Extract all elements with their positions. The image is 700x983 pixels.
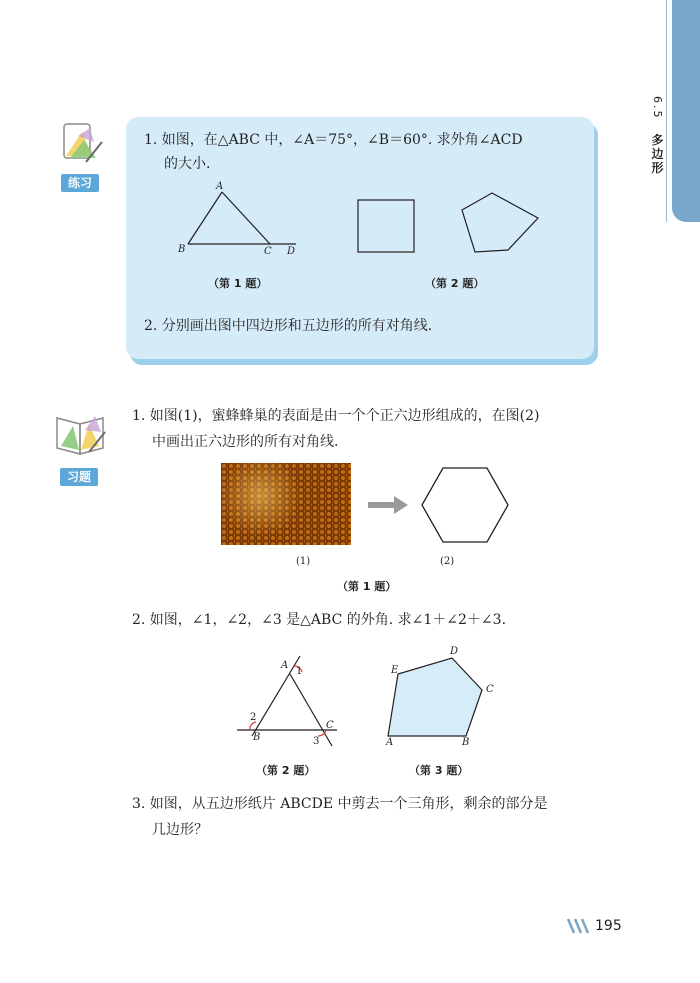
hexagon-figure (420, 466, 510, 544)
fig1-label-a: A (216, 181, 224, 192)
pent-label-c: C (486, 684, 494, 695)
pent-label-b: B (462, 737, 470, 748)
tri-label-2: 2 (250, 712, 257, 723)
angle2-arc (250, 722, 256, 730)
tri-label-b: B (253, 732, 261, 743)
side-divider (666, 0, 667, 222)
tri-label-c: C (326, 720, 334, 731)
practice-q2: 2. 分别画出图中四边形和五边形的所有对角线. (144, 318, 433, 334)
pent-caption: （第 3 题） (409, 764, 469, 777)
fig1-label-c: C (264, 246, 272, 257)
exercises-q1-caption: （第 1 题） (337, 580, 397, 593)
section-number: 6.5 (651, 96, 664, 120)
exercises-tag: 习题 (60, 468, 98, 486)
chapter-tab (672, 0, 700, 222)
practice-q1-line1: 1. 如图，在△ABC 中，∠A＝75°，∠B＝60°. 求外角∠ACD (144, 132, 523, 148)
fig1-label-d: D (287, 246, 296, 257)
image2-label: (2) (440, 556, 455, 567)
tri-caption: （第 2 题） (256, 764, 316, 777)
square-shape (358, 200, 414, 252)
pent-label-d: D (450, 646, 459, 657)
exercises-q3-line2: 几边形？ (152, 822, 208, 838)
section-heading (648, 96, 666, 175)
fig1-label-b: B (178, 244, 186, 255)
tri-label-1: 1 (296, 666, 303, 677)
exercises-q1-line2: 中画出正六边形的所有对角线. (152, 434, 339, 450)
exercises-q2: 2. 如图，∠1，∠2，∠3 是△ABC 的外角. 求∠1＋∠2＋∠3. (132, 612, 507, 628)
fig1-caption: （第 1 题） (208, 277, 268, 290)
tri-label-3: 3 (313, 736, 320, 747)
practice-tag: 练习 (61, 174, 99, 192)
pent-label-a: A (386, 737, 394, 748)
exercises-book-icon (53, 406, 107, 458)
pent-label-e: E (391, 665, 399, 676)
quadrilateral-pentagon-figure (350, 188, 550, 258)
pentagon-abcde-figure (380, 648, 490, 740)
fig2-caption: （第 2 题） (425, 277, 485, 290)
arrow-right-icon (368, 496, 410, 514)
honeycomb-photo (221, 463, 351, 545)
image1-label: (1) (296, 556, 311, 567)
page-number: 195 (595, 918, 622, 934)
practice-book-icon (56, 118, 106, 168)
practice-q1-line2: 的大小. (164, 156, 211, 172)
section-title: 多边形 (650, 133, 664, 176)
exercises-q3-line1: 3. 如图，从五边形纸片 ABCDE 中剪去一个三角形，剩余的部分是 (132, 796, 548, 812)
tri-label-a: A (281, 660, 289, 671)
page-stripes-decoration (566, 918, 594, 934)
pentagon-shape (462, 193, 538, 252)
exercises-q1-line1: 1. 如图(1)，蜜蜂蜂巢的表面是由一个个正六边形组成的，在图(2) (132, 408, 540, 424)
